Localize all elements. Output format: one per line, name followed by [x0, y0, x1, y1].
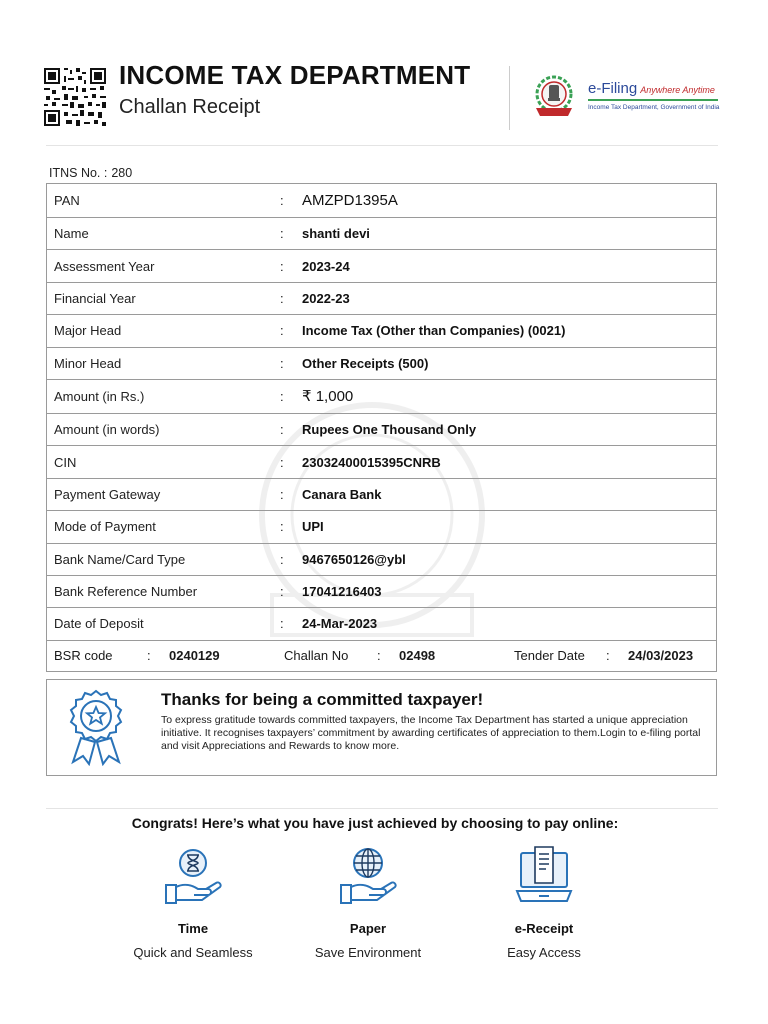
table-row — [47, 478, 717, 510]
bsr-sep: : — [147, 648, 151, 663]
row-label: Amount (in words) — [47, 413, 281, 445]
tender-sep: : — [606, 648, 610, 663]
achievement-paper-title: Paper — [349, 921, 387, 936]
row-label: Major Head — [47, 315, 281, 347]
row-value: 24-Mar-2023 — [302, 608, 717, 640]
row-label: Amount (in Rs.) — [47, 379, 281, 413]
row-value: 17041216403 — [302, 575, 717, 607]
row-value: 2023-24 — [302, 250, 717, 282]
row-value: 9467650126@ybl — [302, 543, 717, 575]
row-value: Income Tax (Other than Companies) (0021) — [302, 315, 717, 347]
row-label: Minor Head — [47, 347, 281, 379]
row-separator: : — [280, 446, 302, 478]
hourglass-hand-icon — [162, 845, 224, 907]
table-row — [47, 218, 717, 250]
row-value: shanti devi — [302, 218, 717, 250]
challan-label: Challan No — [284, 648, 349, 663]
achievement-ereceipt-subtitle: Easy Access — [507, 945, 581, 960]
challan-details-table — [46, 183, 717, 641]
computer-receipt-icon — [513, 845, 575, 907]
achievement-time — [123, 845, 263, 960]
achievement-time-subtitle: Quick and Seamless — [133, 945, 253, 960]
row-separator: : — [280, 543, 302, 575]
header-divider — [509, 66, 510, 130]
qr-code-icon — [44, 68, 106, 126]
row-separator: : — [280, 575, 302, 607]
thanks-title: Thanks for being a committed taxpayer! — [161, 690, 484, 709]
efiling-underline — [588, 99, 718, 101]
row-separator: : — [280, 379, 302, 413]
page-subtitle: Challan Receipt — [119, 96, 261, 118]
table-row — [47, 282, 717, 314]
row-label: Bank Reference Number — [47, 575, 281, 607]
table-row — [47, 315, 717, 347]
globe-hand-icon — [337, 845, 399, 907]
bsr-label: BSR code — [54, 648, 113, 663]
achievement-ereceipt-title: e-Receipt — [514, 921, 574, 936]
table-row — [47, 347, 717, 379]
row-label: Mode of Payment — [47, 511, 281, 543]
bsr-row — [46, 640, 717, 672]
congrats-heading: Congrats! Here’s what you have just achieved by choosing to pay online: — [131, 815, 619, 831]
achievement-ereceipt — [474, 845, 614, 960]
row-separator: : — [280, 282, 302, 314]
row-label: Assessment Year — [47, 250, 281, 282]
page-header — [0, 0, 768, 146]
table-row — [47, 413, 717, 445]
row-label: Name — [47, 218, 281, 250]
emblem-icon — [532, 74, 582, 120]
thanks-body: To express gratitude towards committed taxpayers, the Income Tax Department has started a unique appreciation initiative. It recognises taxpayers’ commitment by awarding certificates of appreciation to them.Login to e-filing portal and visit Appreciations and Rewards to know more. — [161, 714, 701, 752]
challan-value: 02498 — [399, 648, 436, 663]
row-separator: : — [280, 608, 302, 640]
itns-number: ITNS No. : 280 — [49, 166, 133, 180]
award-badge-icon — [63, 688, 129, 766]
header-rule — [46, 145, 718, 146]
table-row — [47, 543, 717, 575]
row-value: Other Receipts (500) — [302, 347, 717, 379]
row-value: AMZPD1395A — [302, 184, 717, 218]
table-row — [47, 250, 717, 282]
table-row — [47, 379, 717, 413]
row-value: 23032400015395CNRB — [302, 446, 717, 478]
bsr-value: 0240129 — [169, 648, 220, 663]
row-separator: : — [280, 511, 302, 543]
row-separator: : — [280, 413, 302, 445]
row-label: PAN — [47, 184, 281, 218]
tender-value: 24/03/2023 — [628, 648, 694, 663]
row-label: CIN — [47, 446, 281, 478]
row-label: Financial Year — [47, 282, 281, 314]
row-separator: : — [280, 347, 302, 379]
row-separator: : — [280, 315, 302, 347]
efiling-name: e-Filing Anywhere Anytime — [588, 80, 715, 97]
efiling-logo — [532, 74, 722, 120]
row-separator: : — [280, 478, 302, 510]
row-label: Date of Deposit — [47, 608, 281, 640]
table-row — [47, 511, 717, 543]
row-value: Rupees One Thousand Only — [302, 413, 717, 445]
section-rule — [46, 808, 718, 809]
tender-label: Tender Date — [514, 648, 585, 663]
achievement-paper-subtitle: Save Environment — [314, 945, 422, 960]
row-label: Payment Gateway — [47, 478, 281, 510]
table-row — [47, 446, 717, 478]
table-row — [47, 575, 717, 607]
row-value: ₹ 1,000 — [302, 379, 717, 413]
table-row — [47, 184, 717, 218]
challan-sep: : — [377, 648, 381, 663]
table-row — [47, 608, 717, 640]
row-value: Canara Bank — [302, 478, 717, 510]
row-value: UPI — [302, 511, 717, 543]
taxpayer-appreciation-box — [46, 679, 717, 776]
row-separator: : — [280, 250, 302, 282]
achievement-time-title: Time — [177, 921, 209, 936]
efiling-org: Income Tax Department, Government of India — [588, 104, 720, 111]
row-separator: : — [280, 218, 302, 250]
row-value: 2022-23 — [302, 282, 717, 314]
row-label: Bank Name/Card Type — [47, 543, 281, 575]
page-title: INCOME TAX DEPARTMENT — [119, 60, 471, 90]
row-separator: : — [280, 184, 302, 218]
achievement-paper — [298, 845, 438, 960]
